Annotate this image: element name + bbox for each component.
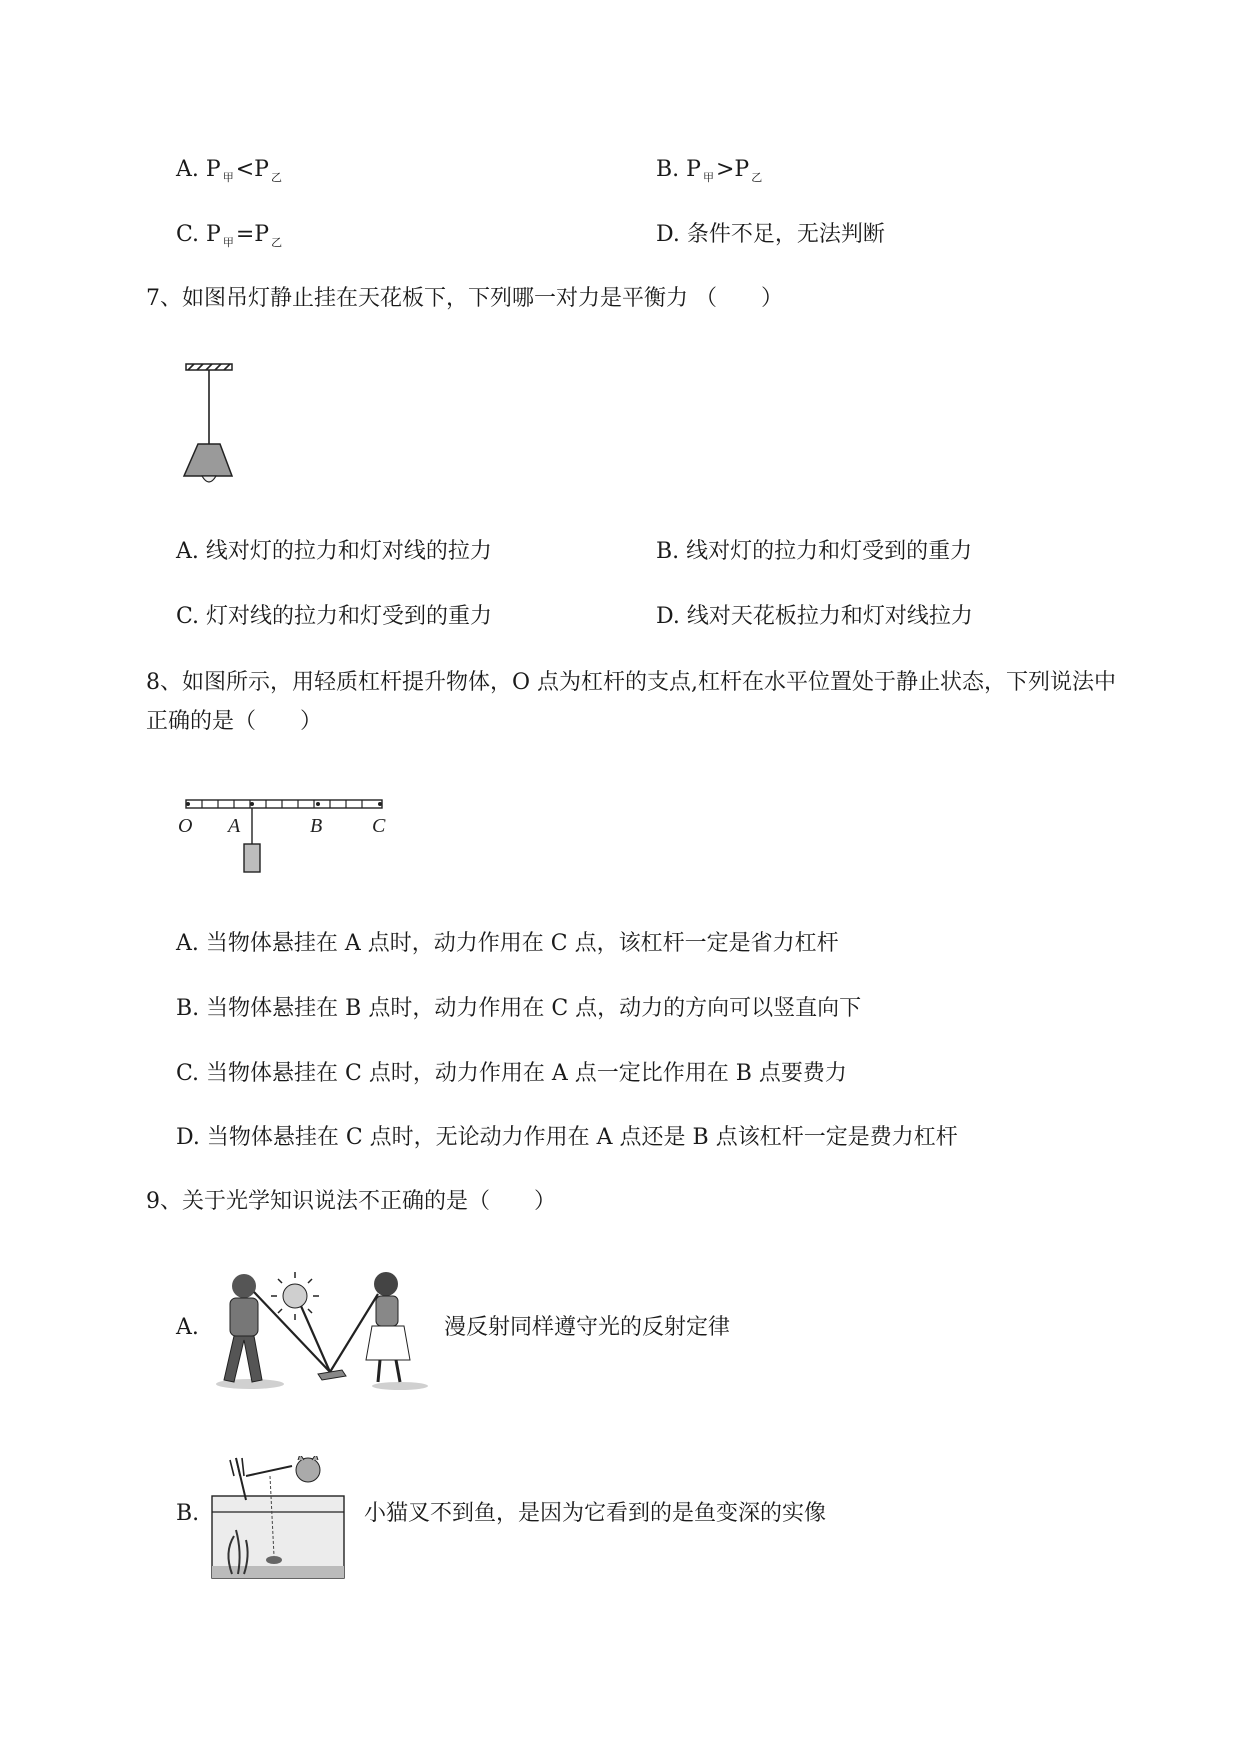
option-operator: = <box>235 222 255 247</box>
option-subscript: 乙 <box>270 171 282 184</box>
boy-head <box>232 1274 256 1298</box>
option-text: 当物体悬挂在 A 点时，动力作用在 C 点，该杠杆一定是省力杠杆 <box>205 931 839 956</box>
q9-option-a-label[interactable]: A. <box>176 1315 199 1340</box>
q9-stem: 9、关于光学知识说法不正确的是（ ） <box>146 1189 556 1214</box>
q9-option-b-label[interactable]: B. <box>176 1501 200 1526</box>
option-text: 灯对线的拉力和灯受到的重力 <box>206 604 493 629</box>
q7-option-d[interactable] <box>656 603 973 632</box>
label-a: A <box>228 815 241 837</box>
cat-head <box>296 1458 320 1482</box>
cat-arm <box>246 1466 292 1476</box>
q7-option-a[interactable] <box>176 538 492 567</box>
label-c: C <box>372 815 386 837</box>
sun-icon <box>271 1272 319 1320</box>
option-subscript: 甲 <box>702 171 714 184</box>
fork-prongs <box>230 1458 244 1476</box>
option-label: D. <box>656 604 680 629</box>
option-text: 线对灯的拉力和灯受到的重力 <box>686 539 973 564</box>
q9-diffuse-reflection-figure <box>210 1268 436 1394</box>
q6-option-a[interactable] <box>176 156 284 185</box>
q8-option-c[interactable] <box>176 1060 847 1089</box>
water-tank <box>212 1496 344 1578</box>
label-b: B <box>310 815 323 837</box>
q6-option-c[interactable] <box>176 221 284 250</box>
lamp-bulb <box>202 476 216 482</box>
option-label: C. <box>176 604 200 629</box>
option-text: 线对灯的拉力和灯对线的拉力 <box>205 539 492 564</box>
lever-bar <box>186 800 382 808</box>
point-b-dot <box>316 802 320 806</box>
q7-option-b[interactable] <box>656 538 972 567</box>
point-a-dot <box>250 802 254 806</box>
option-text: 当物体悬挂在 C 点时，无论动力作用在 A 点还是 B 点该杠杆一定是费力杠杆 <box>206 1125 958 1150</box>
option-subscript: 甲 <box>222 171 234 184</box>
option-text: 当物体悬挂在 B 点时，动力作用在 C 点，动力的方向可以竖直向下 <box>206 996 862 1021</box>
light-ray-2 <box>301 1306 330 1372</box>
option-operator: > <box>715 157 735 182</box>
option-label: B. <box>656 539 680 564</box>
q9-cat-fishing-figure <box>210 1456 346 1580</box>
q8-lever-figure <box>176 790 396 874</box>
option-subscript: 甲 <box>222 236 234 249</box>
point-o-dot <box>186 802 190 806</box>
q9-option-b-text: 小猫叉不到鱼，是因为它看到的是鱼变深的实像 <box>364 1501 827 1526</box>
option-label: B. <box>656 157 680 182</box>
option-operator: < <box>235 157 255 182</box>
point-c-dot <box>378 802 382 806</box>
q8-stem-line2: 正确的是（ ） <box>146 709 323 734</box>
option-label: A. <box>176 539 199 564</box>
option-subscript: 乙 <box>271 236 283 249</box>
boy-legs <box>224 1336 262 1382</box>
q6-option-d[interactable] <box>656 221 885 250</box>
option-symbol: P <box>205 157 221 182</box>
option-label: C. <box>176 222 200 247</box>
girl-skirt <box>366 1326 410 1360</box>
q9-option-a-text: 漫反射同样遵守光的反射定律 <box>444 1315 731 1340</box>
lamp-shade <box>184 444 232 476</box>
q6-option-b[interactable] <box>656 156 764 185</box>
girl-body <box>376 1296 398 1326</box>
option-label: A. <box>176 931 199 956</box>
q7-option-c[interactable] <box>176 603 492 632</box>
q8-option-a[interactable] <box>176 930 839 959</box>
option-label: C. <box>176 1061 200 1086</box>
option-label: D. <box>176 1125 200 1150</box>
option-label: B. <box>176 996 200 1021</box>
option-label: A. <box>176 157 199 182</box>
girl-head <box>374 1272 398 1296</box>
q8-stem-line1: 8、如图所示，用轻质杠杆提升物体，O 点为杠杆的支点,杠杆在水平位置处于静止状态，下列说法中 <box>146 670 1117 695</box>
book <box>318 1370 346 1380</box>
option-symbol: P <box>734 157 750 182</box>
option-symbol: P <box>686 157 701 182</box>
q7-stem: 7、如图吊灯静止挂在天花板下，下列哪一对力是平衡力 （ ） <box>146 286 783 311</box>
option-subscript: 乙 <box>751 171 763 184</box>
option-text: 条件不足，无法判断 <box>686 222 885 247</box>
option-symbol: P <box>206 222 221 247</box>
option-symbol: P <box>254 157 269 182</box>
option-text: 当物体悬挂在 C 点时，动力作用在 A 点一定比作用在 B 点要费力 <box>206 1061 847 1086</box>
label-o: O <box>178 815 193 837</box>
q8-option-d[interactable] <box>176 1124 958 1153</box>
q7-lamp-figure <box>178 360 240 492</box>
boy-body <box>230 1298 258 1336</box>
option-symbol: P <box>254 222 270 247</box>
fish <box>266 1556 282 1564</box>
option-label: D. <box>656 222 680 247</box>
q8-option-b[interactable] <box>176 995 861 1024</box>
hanging-weight <box>244 844 260 872</box>
option-text: 线对天花板拉力和灯对线拉力 <box>686 604 973 629</box>
